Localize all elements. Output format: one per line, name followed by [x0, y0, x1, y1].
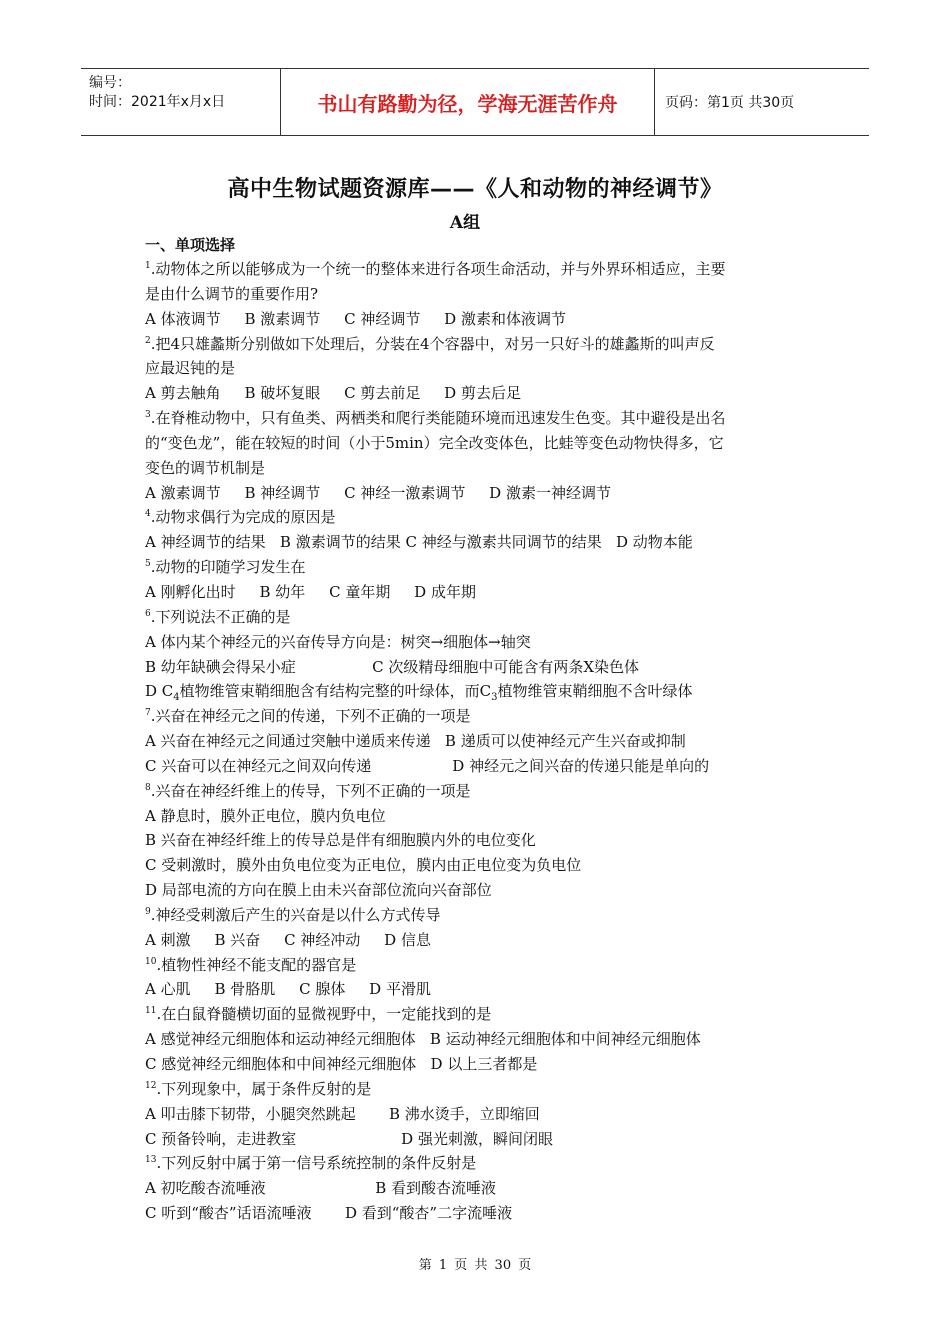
answer-options: A 叩击膝下韧带，小腿突然跳起 B 沸水烫手，立即缩回: [145, 1104, 540, 1123]
question-number: 9: [145, 906, 151, 917]
question-number: 2: [145, 335, 151, 346]
answer-options: C 预备铃响，走进教室 D 强光刺激，瞬间闭眼: [145, 1129, 553, 1148]
answer-options: A 刺激 B 兴奋 C 神经冲动 D 信息: [145, 930, 431, 949]
header-motto: 书山有路勤为径，学海无涯苦作舟: [281, 69, 655, 135]
answer-options: A 激素调节 B 神经调节 C 神经一激素调节 D 激素一神经调节: [145, 483, 611, 502]
answer-options: A 兴奋在神经元之间通过突触中递质来传递 B 递质可以使神经元产生兴奋或抑制: [145, 732, 686, 751]
question-stem: $^{12}$.下列现象中，属于条件反射的是: [145, 1079, 372, 1098]
answer-options: A 刚孵化出时 B 幼年 C 童年期 D 成年期: [145, 582, 476, 601]
answer-options: D 局部电流的方向在膜上由未兴奋部位流向兴奋部位: [145, 881, 492, 900]
document-title: 高中生物试题资源库——《人和动物的神经调节》: [227, 177, 723, 202]
question-number: 7: [145, 708, 151, 719]
question-number: 3: [145, 410, 151, 421]
question-stem: $^{11}$.在白鼠脊髓横切面的显微视野中，一定能找到的是: [145, 1005, 492, 1024]
header-meta: [81, 69, 281, 135]
question-stem: $^5$.动物的印随学习发生在: [145, 558, 306, 577]
answer-options: A 体液调节 B 激素调节 C 神经调节 D 激素和体液调节: [145, 309, 566, 328]
answer-options: D $C_4$植物维管束鞘细胞含有结构完整的叶绿体，而$C_3$植物维管束鞘细胞不含叶绿体: [145, 682, 693, 704]
question-number: 12: [145, 1080, 157, 1091]
question-stem-cont: 变色的调节机制是: [145, 458, 266, 477]
document-time: 时间：2021年x月x日: [89, 94, 226, 110]
answer-options: A 体内某个神经元的兴奋传导方向是：树突→细胞体→轴突: [145, 632, 531, 651]
answer-options: C 兴奋可以在神经元之间双向传递 D 神经元之间兴奋的传递只能是单向的: [145, 756, 710, 775]
question-number: 5: [145, 559, 151, 570]
question-number: 1: [145, 261, 151, 271]
answer-options: C 受刺激时，膜外由负电位变为正电位，膜内由正电位变为负电位: [145, 856, 582, 875]
answer-options: A 剪去触角 B 破坏复眼 C 剪去前足 D 剪去后足: [145, 384, 521, 403]
subscript: 4: [173, 692, 180, 704]
question-stem: $^4$.动物求偶行为完成的原因是: [145, 508, 336, 527]
question-stem: $^{13}$.下列反射中属于第一信号系统控制的条件反射是: [145, 1154, 477, 1173]
answer-options: A 静息时，膜外正电位，膜内负电位: [145, 806, 386, 825]
question-stem: $^2$.把4只雄蠡斯分别做如下处理后，分装在4个容器中，对另一只好斗的雄蠡斯的叫声反: [145, 334, 715, 353]
question-stem-cont: 是由什么调节的重要作用?: [145, 284, 319, 303]
question-stem: $^8$.兴奋在神经纤维上的传导，下列不正确的一项是: [145, 781, 471, 800]
answer-options: A 神经调节的结果 B 激素调节的结果 C 神经与激素共同调节的结果 D 动物本能: [145, 533, 693, 552]
question-stem: $^6$.下列说法不正确的是: [145, 607, 291, 626]
page-header: [81, 68, 869, 136]
subscript: 3: [491, 692, 498, 704]
answer-options: A 心肌 B 骨胳肌 C 腺体 D 平滑肌: [145, 980, 431, 999]
question-stem: $^7$.兴奋在神经元之间的传递，下列不正确的一项是: [145, 707, 471, 726]
question-number: 10: [145, 956, 157, 967]
answer-options: C 感觉神经元细胞体和中间神经元细胞体 D 以上三者都是: [145, 1055, 538, 1073]
question-stem: $^{10}$.植物性神经不能支配的器官是: [145, 955, 357, 974]
document-number: 编号：: [89, 75, 131, 91]
section-heading: 一、单项选择: [145, 236, 236, 254]
question-number: 8: [145, 782, 151, 793]
question-number: 6: [145, 608, 151, 619]
page-footer: 第 1 页 共 30 页: [418, 1258, 532, 1273]
answer-options: B 兴奋在神经纤维上的传导总是伴有细胞膜内外的电位变化: [145, 831, 536, 850]
question-stem: $^9$.神经受刺激后产生的兴奋是以什么方式传导: [145, 905, 441, 924]
answer-options: C 听到“酸杏”话语流唾液 D 看到“酸杏”二字流唾液: [145, 1204, 513, 1223]
question-list: [145, 257, 815, 1226]
question-stem: $^3$.在脊椎动物中，只有鱼类、两栖类和爬行类能随环境而迅速发生色变。其中避役是出名: [145, 409, 726, 428]
header-page-info: 页码：第1页 共30页: [665, 95, 795, 111]
group-heading: A组: [449, 213, 481, 233]
question-number: 13: [145, 1155, 157, 1166]
question-stem-cont: 的“变色龙”，能在较短的时间（小于5min）完全改变体色，比蛙等变色动物快得多，它: [145, 433, 724, 452]
question-number: 11: [145, 1006, 157, 1017]
question-number: 4: [145, 509, 151, 520]
answer-options: B 幼年缺碘会得呆小症 C 次级精母细胞中可能含有两条X染色体: [145, 657, 640, 676]
answer-options: A 初吃酸杏流唾液 B 看到酸杏流唾液: [145, 1179, 497, 1198]
question-stem: $^1$.动物体之所以能够成为一个统一的整体来进行各项生命活动，并与外界环相适应，主要: [145, 260, 726, 278]
answer-options: A 感觉神经元细胞体和运动神经元细胞体 B 运动神经元细胞体和中间神经元细胞体: [145, 1030, 701, 1049]
question-stem-cont: 应最迟钝的是: [145, 359, 236, 378]
